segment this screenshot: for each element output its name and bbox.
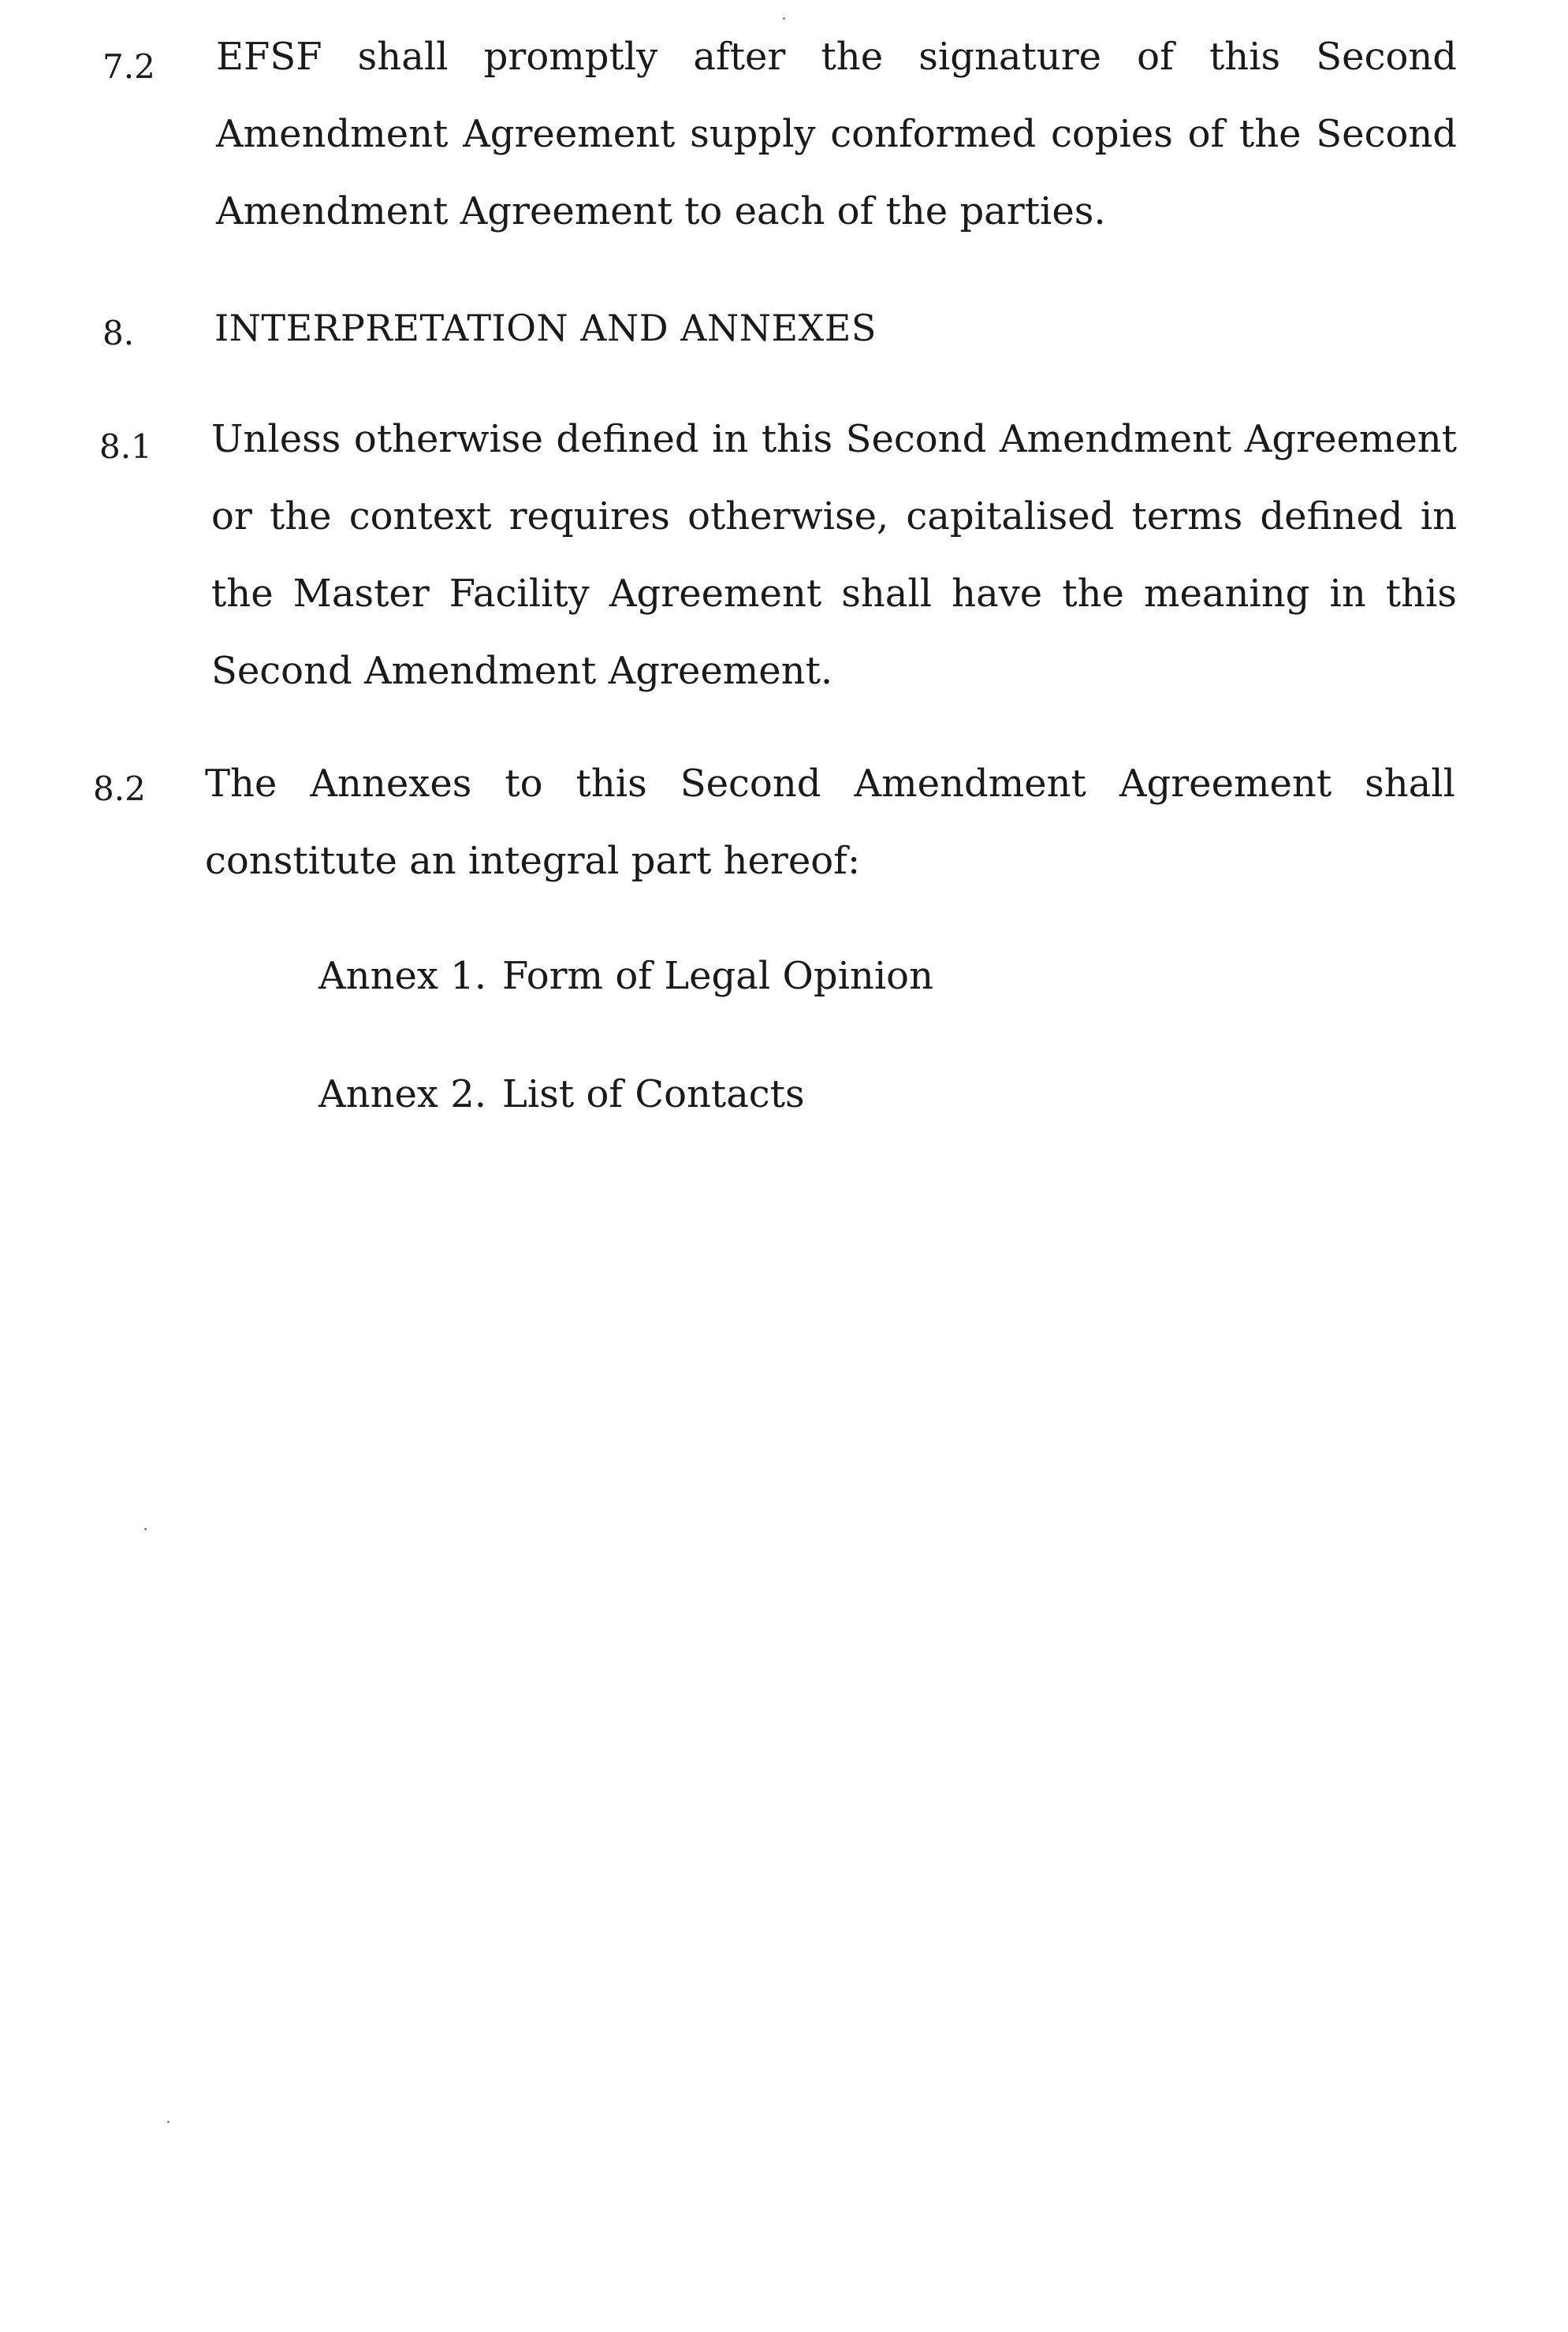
annex-number: Annex 1. xyxy=(318,954,487,998)
clause-number: 7.2 xyxy=(102,47,155,86)
scan-speck xyxy=(144,1528,147,1530)
clause-number: 8.1 xyxy=(99,427,152,466)
annex-item xyxy=(318,954,933,998)
clause-text: EFSF shall promptly after the signature of this Second Amendment Agreement supply conformed copies of the Second Amendment Agreement to each of the parties. xyxy=(216,35,1457,233)
annex-number: Annex 2. xyxy=(318,1072,487,1116)
scan-speck xyxy=(167,2121,169,2123)
section-number: 8. xyxy=(102,314,135,352)
section-heading: INTERPRETATION AND ANNEXES xyxy=(214,307,877,349)
annex-item xyxy=(318,1072,805,1116)
clause-text: The Annexes to this Second Amendment Agreement shall constitute an integral part hereof: xyxy=(205,762,1455,883)
annex-title: List of Contacts xyxy=(502,1072,805,1116)
clause-text: Unless otherwise defined in this Second Amendment Agreement or the context requires otherwise, capitalised terms defined in the Master Facility Agreement shall have the meaning in this Second Amendment Agreement. xyxy=(211,417,1457,693)
clause-number: 8.2 xyxy=(93,769,146,808)
annex-title: Form of Legal Opinion xyxy=(502,954,933,998)
